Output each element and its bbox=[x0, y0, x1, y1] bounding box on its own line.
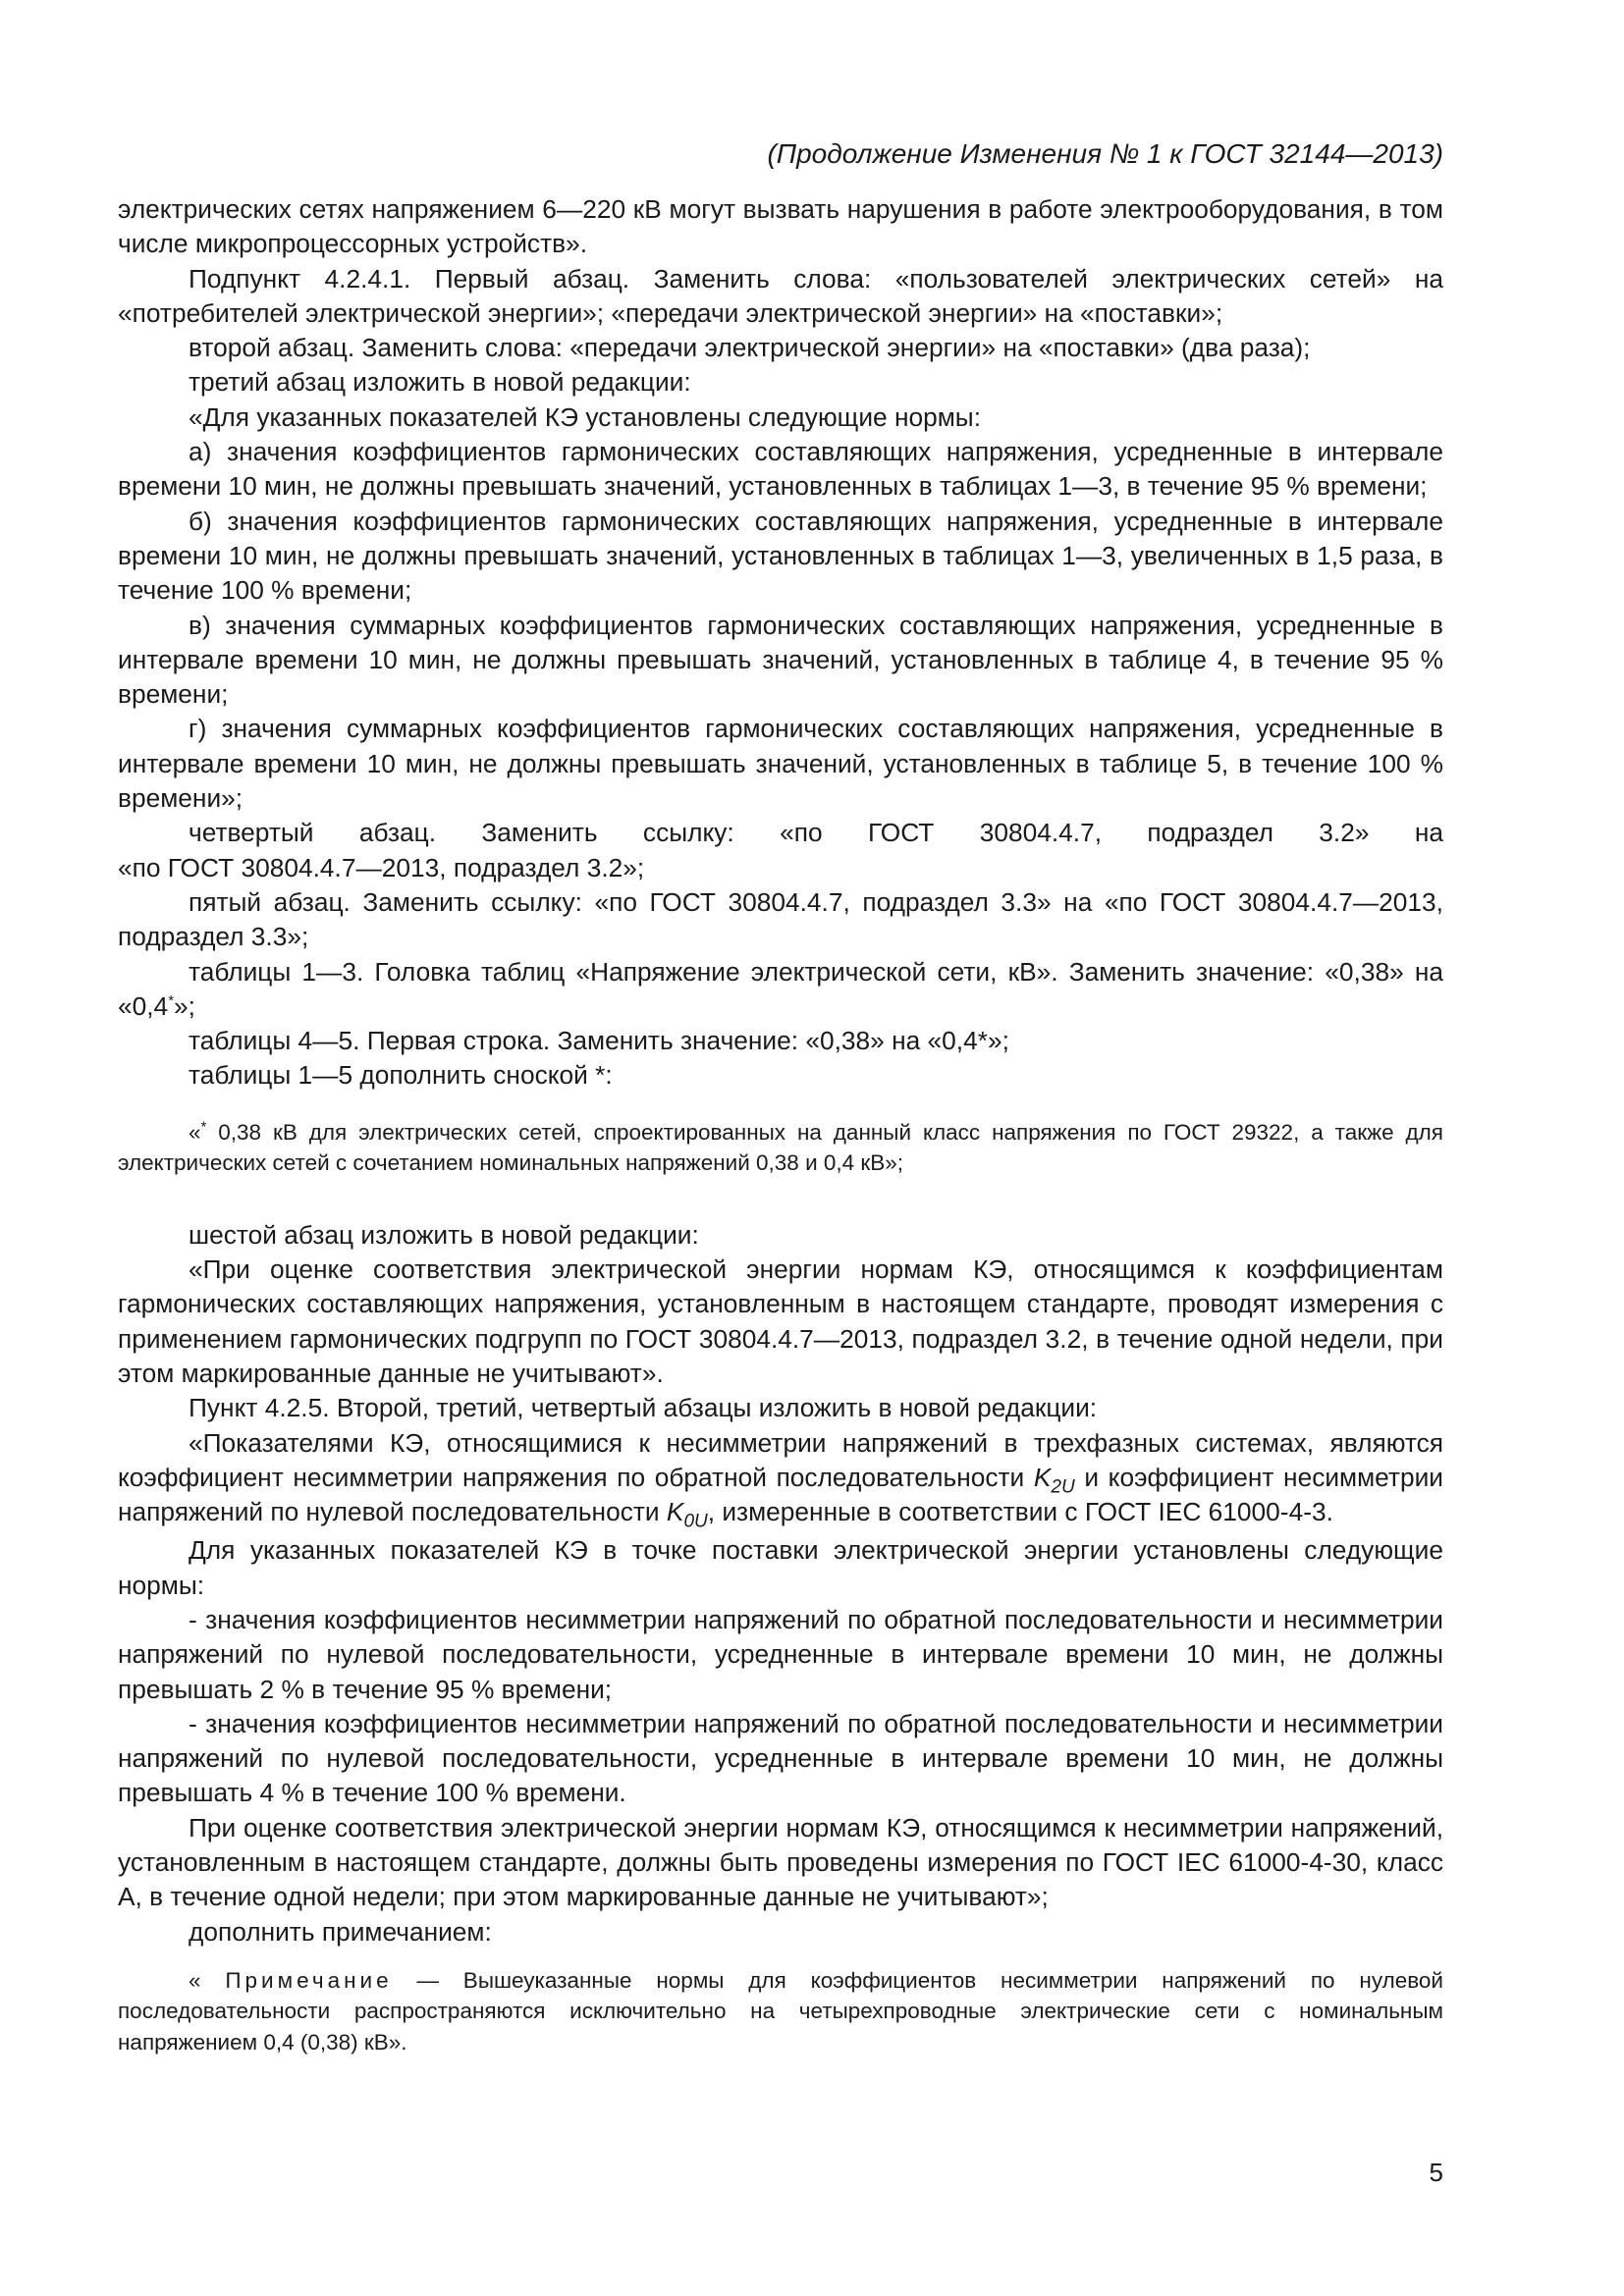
footnote-marker: * bbox=[168, 992, 175, 1010]
footnote-block bbox=[118, 1117, 1443, 1179]
page-number: 5 bbox=[1429, 2158, 1443, 2187]
paragraph-17: Пункт 4.2.5. Второй, третий, четвертый абзацы изложить в новой редакции: bbox=[189, 1393, 1098, 1423]
footnote-asterisk: * bbox=[200, 1118, 207, 1136]
k2u-symbol bbox=[1033, 1462, 1075, 1498]
paragraph-1: электрических сетях напряжением 6—220 кВ могут вызвать нарушения в работе электрооборудования, в том числе микропроцессорных устройств». bbox=[118, 194, 1443, 259]
note-label: Примечание bbox=[225, 1967, 393, 1993]
footnote-body: 0,38 кВ для электрических сетей, спроектированных на данный класс напряжения по ГОСТ 29322, а также для электрических сетей с сочетанием номинальных напряжений 0,38 и 0,4 кВ»; bbox=[118, 1119, 1443, 1176]
paragraph-20: - значения коэффициентов несимметрии напряжений по обратной последовательности и несимметрии напряжений по нулевой последовательности, усредненные в интервале времени 10 мин, не должны превышать 2 % в течение 95 % времени; bbox=[118, 1604, 1443, 1704]
paragraph-10-line-2: «по ГОСТ 30804.4.7—2013, подраздел 3.2»; bbox=[118, 852, 645, 882]
paragraph-5: «Для указанных показателей КЭ установлены следующие нормы: bbox=[189, 401, 981, 432]
paragraph-18-text-a: «Показателями КЭ, относящимися к несимметрии напряжений в трехфазных системах, являются коэффициент несимметрии напряжения по обратной последовательности bbox=[118, 1427, 1443, 1492]
k2u-subscript: 2U bbox=[1051, 1476, 1075, 1498]
paragraph-14: таблицы 1—5 дополнить сноской *: bbox=[189, 1060, 613, 1091]
paragraph-2: Подпункт 4.2.4.1. Первый абзац. Заменить слова: «пользователей электрических сетей» на «потребителей электрической энергии»; «передачи электрической энергии» на «поставки»; bbox=[118, 263, 1443, 328]
paragraph-16: «При оценке соответствия электрической энергии нормам КЭ, относящимся к коэффициентам гармонических составляющих напряжения, установленным в настоящем стандарте, проводят измерения с применением гармонических подгрупп по ГОСТ 30804.4.7—2013, подраздел 3.2, в течение одной недели, при этом маркированные данные не учитывают». bbox=[118, 1255, 1443, 1388]
paragraph-12 bbox=[118, 955, 1443, 1025]
running-header: (Продолжение Изменения № 1 к ГОСТ 32144—2013) bbox=[767, 138, 1443, 169]
k2u-letter: K bbox=[1033, 1462, 1052, 1492]
paragraph-22: При оценке соответствия электрической энергии нормам КЭ, относящимся к несимметрии напряжений, установленным в настоящем стандарте, должны быть проведены измерения по ГОСТ IEC 61000-4-30, класс А, в течение одной недели; при этом маркированные данные не учитывают»; bbox=[118, 1812, 1443, 1912]
paragraph-19: Для указанных показателей КЭ в точке поставки электрической энергии установлены следующие нормы: bbox=[118, 1535, 1443, 1600]
paragraph-21: - значения коэффициентов несимметрии напряжений по обратной последовательности и несимметрии напряжений по нулевой последовательности, усредненные в интервале времени 10 мин, не должны превышать 4 % в течение 100 % времени. bbox=[118, 1708, 1443, 1808]
paragraph-9: г) значения суммарных коэффициентов гармонических составляющих напряжения, усредненные в интервале времени 10 мин, не должны превышать значений, установленных в таблице 5, в течение 100 % времени»; bbox=[118, 714, 1443, 814]
paragraph-12-text: таблицы 1—3. Головка таблиц «Напряжение электрической сети, кВ». Заменить значение: «0,38» на «0,4 bbox=[118, 956, 1443, 1021]
paragraph-6: а) значения коэффициентов гармонических составляющих напряжения, усредненные в интервале времени 10 мин, не должны превышать значений, установленных в таблицах 1—3, в течение 95 % времени; bbox=[118, 437, 1443, 502]
k0u-symbol bbox=[666, 1497, 708, 1532]
paragraph-7: б) значения коэффициентов гармонических составляющих напряжения, усредненные в интервале времени 10 мин, не должны превышать значений, установленных в таблицах 1—3, увеличенных в 1,5 раза, в течение 100 % времени; bbox=[118, 506, 1443, 606]
footnote-open-quote: « bbox=[189, 1119, 201, 1145]
paragraph-3: второй абзац. Заменить слова: «передачи электрической энергии» на «поставки» (два раза); bbox=[189, 333, 1311, 363]
note-open-quote: « bbox=[189, 1967, 226, 1993]
note-block bbox=[118, 1965, 1443, 2058]
note-body: — Вышеуказанные нормы для коэффициентов несимметрии напряжений по нулевой последовательности распространяются исключительно на четырехпроводные электрические сети с номинальным напряжением 0,4 (0,38) кВ». bbox=[118, 1967, 1444, 2055]
paragraph-18 bbox=[118, 1426, 1443, 1530]
note-text bbox=[118, 1965, 1443, 2058]
document-page bbox=[118, 137, 1443, 2057]
paragraph-18-text-c: , измеренные в соответствии с ГОСТ IEC 61000-4-3. bbox=[707, 1497, 1333, 1527]
paragraph-15: шестой абзац изложить в новой редакции: bbox=[189, 1219, 699, 1250]
k0u-subscript: 0U bbox=[683, 1511, 708, 1532]
paragraph-12-tail: »; bbox=[174, 990, 195, 1021]
paragraph-8: в) значения суммарных коэффициентов гармонических составляющих напряжения, усредненные в интервале времени 10 мин, не должны превышать значений, установленных в таблице 4, в течение 95 % времени; bbox=[118, 610, 1443, 710]
footnote-text bbox=[118, 1117, 1443, 1179]
paragraph-10-line-1: четвертый абзац. Заменить ссылку: «по ГОСТ 30804.4.7, подраздел 3.2» на bbox=[189, 818, 1443, 848]
paragraph-18-text-b: и коэффициент несимметрии напряжений по нулевой последовательности bbox=[118, 1462, 1443, 1527]
paragraph-13: таблицы 4—5. Первая строка. Заменить значение: «0,38» на «0,4*»; bbox=[189, 1026, 1009, 1056]
paragraph-23: дополнить примечанием: bbox=[189, 1916, 492, 1947]
paragraph-4: третий абзац изложить в новой редакции: bbox=[189, 367, 691, 398]
k0u-letter: K bbox=[666, 1497, 684, 1527]
paragraph-11: пятый абзац. Заменить ссылку: «по ГОСТ 30804.4.7, подраздел 3.3» на «по ГОСТ 30804.4.7—2013, подраздел 3.3»; bbox=[118, 886, 1443, 952]
